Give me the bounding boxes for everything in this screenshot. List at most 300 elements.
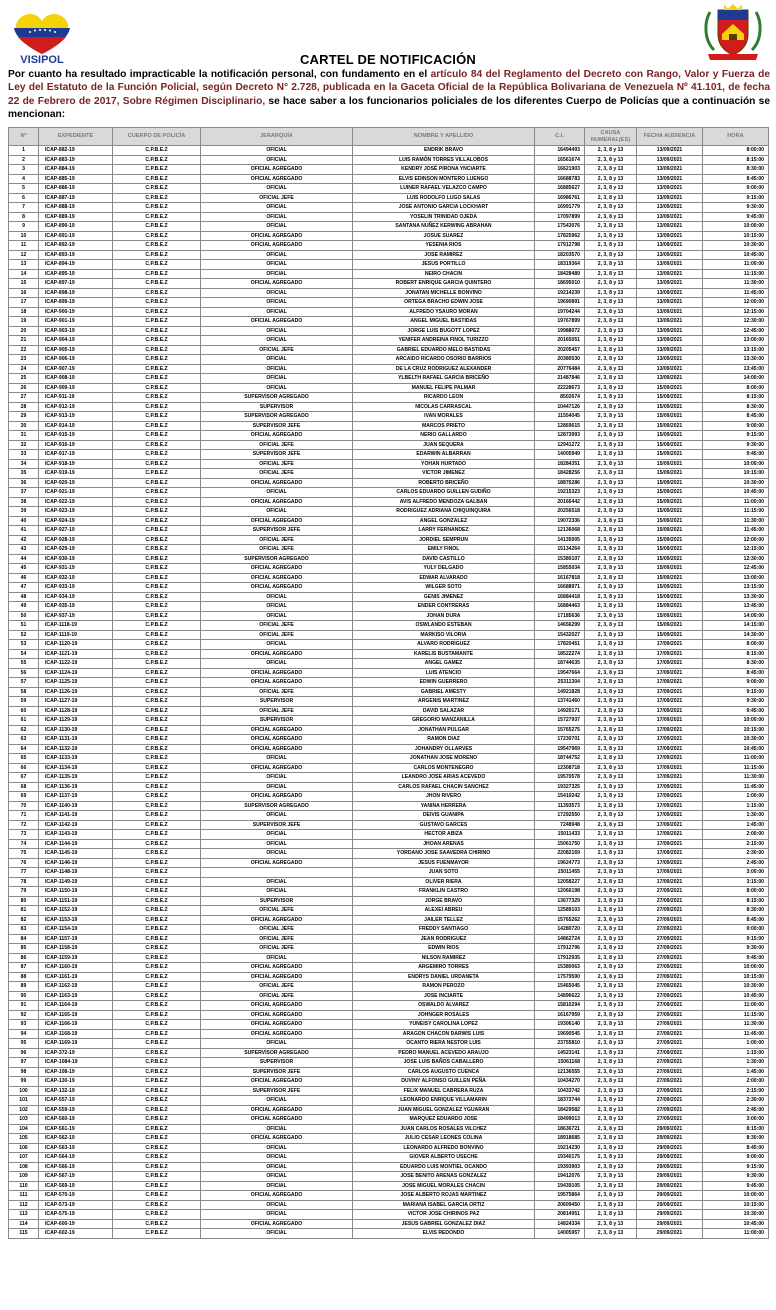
cell-ci: 16884418 (535, 592, 585, 602)
cell-jerarquia: OFICIAL JEFE (201, 982, 353, 992)
notification-table (8, 127, 769, 1239)
table-row (9, 877, 769, 887)
table-row (9, 1096, 769, 1106)
cell-ci: 16688971 (535, 583, 585, 593)
cell-number: 18 (9, 307, 39, 317)
cell-number: 49 (9, 602, 39, 612)
cell-expediente: ICAP-895-19 (39, 269, 113, 279)
cell-number: 113 (9, 1210, 39, 1220)
cell-expediente: ICAP-569-19 (39, 1181, 113, 1191)
table-row (9, 1162, 769, 1172)
cell-number: 104 (9, 1124, 39, 1134)
cell-ci: 20776484 (535, 364, 585, 374)
cell-nombre: OCANTO RIERA NESTOR LUIS (353, 1039, 535, 1049)
cell-ci: 15061750 (535, 839, 585, 849)
cell-hora: 10:30:00 (703, 241, 769, 251)
cell-ci: 16167959 (535, 1010, 585, 1020)
cell-cuerpo: C.P.B.E.Z (113, 611, 201, 621)
cell-jerarquia: OFICIAL AGREGADO (201, 735, 353, 745)
cell-jerarquia: OFICIAL AGREGADO (201, 478, 353, 488)
cell-jerarquia: OFICIAL JEFE (201, 459, 353, 469)
cell-jerarquia: SUPERVISOR JEFE (201, 450, 353, 460)
cell-nombre: LARRY FERNANDEZ (353, 526, 535, 536)
table-row (9, 1058, 769, 1068)
cell-jerarquia: OFICIAL JEFE (201, 345, 353, 355)
cell-cuerpo: C.P.B.E.Z (113, 402, 201, 412)
cell-causa: 2, 3, 8 y 13 (585, 288, 637, 298)
cell-jerarquia: OFICIAL AGREGADO (201, 1020, 353, 1030)
cell-hora: 9:15:00 (703, 934, 769, 944)
cell-jerarquia: OFICIAL (201, 355, 353, 365)
cell-cuerpo: C.P.B.E.Z (113, 526, 201, 536)
table-row (9, 535, 769, 545)
cell-causa: 2, 3, 8 y 13 (585, 1229, 637, 1239)
cell-hora: 10:00:00 (703, 459, 769, 469)
cell-number: 51 (9, 621, 39, 631)
table-row (9, 526, 769, 536)
table-row (9, 735, 769, 745)
cell-cuerpo: C.P.B.E.Z (113, 925, 201, 935)
cell-jerarquia: OFICIAL AGREGADO (201, 1001, 353, 1011)
cell-jerarquia: OFICIAL JEFE (201, 621, 353, 631)
cell-hora: 9:45:00 (703, 706, 769, 716)
cell-jerarquia: OFICIAL (201, 773, 353, 783)
cell-number: 101 (9, 1096, 39, 1106)
cell-fecha: 13/09/2021 (637, 279, 703, 289)
cell-fecha: 13/09/2021 (637, 288, 703, 298)
cell-number: 106 (9, 1143, 39, 1153)
cell-fecha: 27/09/2021 (637, 1020, 703, 1030)
cell-nombre: ARGENIS MARTINEZ (353, 697, 535, 707)
cell-number: 83 (9, 925, 39, 935)
cell-causa: 2, 3, 8 y 13 (585, 431, 637, 441)
cell-fecha: 17/09/2021 (637, 820, 703, 830)
cell-causa: 2, 3, 8 y 13 (585, 222, 637, 232)
cell-hora: 14:00:00 (703, 611, 769, 621)
cell-number: 60 (9, 706, 39, 716)
cell-cuerpo: C.P.B.E.Z (113, 801, 201, 811)
cell-ci: 20165051 (535, 336, 585, 346)
cell-fecha: 13/09/2021 (637, 364, 703, 374)
cell-ci: 13741460 (535, 697, 585, 707)
cell-nombre: ORTEGA BRACHO EDWIN JOSE (353, 298, 535, 308)
cell-ci: 14523141 (535, 1048, 585, 1058)
cell-number: 63 (9, 735, 39, 745)
table-row (9, 602, 769, 612)
table-row (9, 545, 769, 555)
table-row (9, 573, 769, 583)
cell-ci: 15765275 (535, 725, 585, 735)
cell-ci: 18876286 (535, 478, 585, 488)
cell-causa: 2, 3, 8 y 13 (585, 336, 637, 346)
cell-hora: 10:15:00 (703, 972, 769, 982)
cell-hora: 10:30:00 (703, 982, 769, 992)
cell-number: 61 (9, 716, 39, 726)
cell-ci: 22082169 (535, 849, 585, 859)
cell-nombre: MARCOS PRIETO (353, 421, 535, 431)
cell-fecha: 27/09/2021 (637, 896, 703, 906)
cell-ci: 19704244 (535, 307, 585, 317)
cell-ci: 10447126 (535, 402, 585, 412)
table-row (9, 678, 769, 688)
cell-fecha: 29/09/2021 (637, 1229, 703, 1239)
cell-nombre: MANUEL FELIPE PALMAR (353, 383, 535, 393)
cell-causa: 2, 3, 8 y 13 (585, 687, 637, 697)
cell-expediente: ICAP-1122-19 (39, 659, 113, 669)
cell-number: 16 (9, 288, 39, 298)
cell-nombre: JESUS PORTILLO (353, 260, 535, 270)
cell-jerarquia: OFICIAL JEFE (201, 469, 353, 479)
column-header-causa: CAUSA NUMERAL(ES) (585, 128, 637, 146)
cell-expediente: ICAP-1131-19 (39, 735, 113, 745)
cell-hora: 11:30:00 (703, 773, 769, 783)
table-row (9, 212, 769, 222)
cell-hora: 11:45:00 (703, 288, 769, 298)
table-row (9, 820, 769, 830)
cell-hora: 12:15:00 (703, 545, 769, 555)
cell-hora: 3:15:00 (703, 877, 769, 887)
cell-hora: 9:00:00 (703, 678, 769, 688)
cell-causa: 2, 3, 8 y 13 (585, 326, 637, 336)
cell-ci: 12869615 (535, 421, 585, 431)
cell-ci: 18319364 (535, 260, 585, 270)
cell-cuerpo: C.P.B.E.Z (113, 231, 201, 241)
cell-causa: 2, 3, 8 y 13 (585, 706, 637, 716)
cell-number: 36 (9, 478, 39, 488)
cell-number: 26 (9, 383, 39, 393)
cell-ci: 14824334 (535, 1219, 585, 1229)
cell-ci: 7248948 (535, 820, 585, 830)
cell-causa: 2, 3, 8 y 13 (585, 450, 637, 460)
cell-hora: 9:45:00 (703, 953, 769, 963)
column-header-fecha: FECHA AUDIENCIA (637, 128, 703, 146)
cell-fecha: 17/09/2021 (637, 763, 703, 773)
cell-fecha: 13/09/2021 (637, 374, 703, 384)
cell-ci: 19393903 (535, 1162, 585, 1172)
cell-jerarquia: SUPERVISOR JEFE (201, 421, 353, 431)
cell-hora: 1:00:00 (703, 792, 769, 802)
cell-nombre: AVIS ALFREDO MENDOZA GALBAN (353, 497, 535, 507)
cell-expediente: ICAP-1143-19 (39, 830, 113, 840)
table-row (9, 782, 769, 792)
cell-number: 47 (9, 583, 39, 593)
cell-causa: 2, 3, 8 y 13 (585, 754, 637, 764)
table-row (9, 592, 769, 602)
cell-nombre: LEONARDO ENRIQUE VILLAMARIN (353, 1096, 535, 1106)
cell-ci: 20609450 (535, 1200, 585, 1210)
cell-cuerpo: C.P.B.E.Z (113, 241, 201, 251)
cell-cuerpo: C.P.B.E.Z (113, 763, 201, 773)
cell-cuerpo: C.P.B.E.Z (113, 792, 201, 802)
cell-hora: 2:00:00 (703, 830, 769, 840)
cell-ci: 19767899 (535, 317, 585, 327)
cell-number: 103 (9, 1115, 39, 1125)
cell-cuerpo: C.P.B.E.Z (113, 1086, 201, 1096)
cell-cuerpo: C.P.B.E.Z (113, 820, 201, 830)
cell-jerarquia: OFICIAL AGREGADO (201, 725, 353, 735)
cell-number: 109 (9, 1172, 39, 1182)
cell-jerarquia: OFICIAL (201, 488, 353, 498)
cell-jerarquia: OFICIAL AGREGADO (201, 963, 353, 973)
cell-expediente: ICAP-1144-19 (39, 839, 113, 849)
cell-expediente: ICAP-132-19 (39, 1086, 113, 1096)
cell-number: 7 (9, 203, 39, 213)
cell-fecha: 15/09/2021 (637, 630, 703, 640)
cell-nombre: LUIS ATENCIO (353, 668, 535, 678)
cell-fecha: 15/09/2021 (637, 526, 703, 536)
cell-causa: 2, 3, 8 y 13 (585, 668, 637, 678)
table-row (9, 336, 769, 346)
cell-fecha: 15/09/2021 (637, 573, 703, 583)
cell-nombre: MARKISO VILORIA (353, 630, 535, 640)
cell-hora: 11:30:00 (703, 1020, 769, 1030)
cell-hora: 11:00:00 (703, 260, 769, 270)
cell-fecha: 15/09/2021 (637, 592, 703, 602)
cell-fecha: 15/09/2021 (637, 450, 703, 460)
cell-cuerpo: C.P.B.E.Z (113, 868, 201, 878)
cell-number: 111 (9, 1191, 39, 1201)
cell-expediente: ICAP-884-19 (39, 165, 113, 175)
cell-expediente: ICAP-904-19 (39, 336, 113, 346)
cell-jerarquia: OFICIAL (201, 830, 353, 840)
table-row (9, 963, 769, 973)
cell-number: 89 (9, 982, 39, 992)
cell-ci: 14920171 (535, 706, 585, 716)
cell-cuerpo: C.P.B.E.Z (113, 982, 201, 992)
cell-cuerpo: C.P.B.E.Z (113, 535, 201, 545)
cell-fecha: 15/09/2021 (637, 545, 703, 555)
cell-expediente: ICAP-1121-19 (39, 649, 113, 659)
cell-number: 92 (9, 1010, 39, 1020)
cell-expediente: ICAP-1133-19 (39, 754, 113, 764)
cell-nombre: ARGEMIRO TORRES (353, 963, 535, 973)
cell-causa: 2, 3, 8 y 13 (585, 887, 637, 897)
cell-expediente: ICAP-919-19 (39, 469, 113, 479)
cell-fecha: 13/09/2021 (637, 174, 703, 184)
table-row (9, 706, 769, 716)
cell-hora: 8:30:00 (703, 1134, 769, 1144)
table-row (9, 868, 769, 878)
cell-fecha: 17/09/2021 (637, 659, 703, 669)
cell-expediente: ICAP-909-19 (39, 383, 113, 393)
cell-cuerpo: C.P.B.E.Z (113, 782, 201, 792)
cell-ci: 18428256 (535, 469, 585, 479)
cell-hora: 8:45:00 (703, 668, 769, 678)
cell-nombre: JOSE LUIS BAÑOS CABALLERO (353, 1058, 535, 1068)
cell-ci: 18373744 (535, 1096, 585, 1106)
cell-ci: 20814951 (535, 1210, 585, 1220)
table-row (9, 345, 769, 355)
cell-number: 54 (9, 649, 39, 659)
cell-fecha: 17/09/2021 (637, 649, 703, 659)
cell-fecha: 17/09/2021 (637, 668, 703, 678)
cell-causa: 2, 3, 8 y 13 (585, 811, 637, 821)
cell-hora: 2:30:00 (703, 1096, 769, 1106)
cell-expediente: ICAP-559-19 (39, 1105, 113, 1115)
cell-fecha: 17/09/2021 (637, 782, 703, 792)
cell-fecha: 13/09/2021 (637, 307, 703, 317)
cell-number: 9 (9, 222, 39, 232)
cell-hora: 1:30:00 (703, 1058, 769, 1068)
cell-jerarquia: OFICIAL (201, 374, 353, 384)
cell-causa: 2, 3, 8 y 13 (585, 298, 637, 308)
table-row (9, 165, 769, 175)
cell-fecha: 27/09/2021 (637, 1010, 703, 1020)
cell-causa: 2, 3, 8 y 13 (585, 307, 637, 317)
cell-fecha: 17/09/2021 (637, 640, 703, 650)
cell-causa: 2, 3, 8 y 13 (585, 1172, 637, 1182)
cell-expediente: ICAP-1130-19 (39, 725, 113, 735)
cell-nombre: HECTOR ABIZA (353, 830, 535, 840)
cell-hora: 9:15:00 (703, 431, 769, 441)
cell-nombre: GABRIEL EDUARDO MELO BASTIDAS (353, 345, 535, 355)
cell-cuerpo: C.P.B.E.Z (113, 830, 201, 840)
column-header-nombre: NOMBRE Y APELLIDO (353, 128, 535, 146)
cell-nombre: JAILER TELLEZ (353, 915, 535, 925)
cell-fecha: 27/09/2021 (637, 1105, 703, 1115)
cell-hora: 13:45:00 (703, 602, 769, 612)
cell-jerarquia: OFICIAL (201, 155, 353, 165)
cell-causa: 2, 3, 8 y 13 (585, 440, 637, 450)
cell-expediente: ICAP-1120-19 (39, 640, 113, 650)
cell-causa: 2, 3, 8 y 13 (585, 925, 637, 935)
cell-cuerpo: C.P.B.E.Z (113, 991, 201, 1001)
cell-jerarquia: OFICIAL (201, 811, 353, 821)
cell-expediente: ICAP-108-19 (39, 1067, 113, 1077)
cell-cuerpo: C.P.B.E.Z (113, 668, 201, 678)
cell-fecha: 13/09/2021 (637, 336, 703, 346)
cell-hora: 10:00:00 (703, 1191, 769, 1201)
cell-hora: 8:45:00 (703, 174, 769, 184)
cell-causa: 2, 3, 8 y 13 (585, 1058, 637, 1068)
cell-expediente: ICAP-557-19 (39, 1096, 113, 1106)
cell-causa: 2, 3, 8 y 13 (585, 792, 637, 802)
cell-fecha: 27/09/2021 (637, 934, 703, 944)
cell-ci: 17579590 (535, 972, 585, 982)
cell-cuerpo: C.P.B.E.Z (113, 1020, 201, 1030)
cell-expediente: ICAP-901-19 (39, 317, 113, 327)
cell-nombre: ROBERT ENRIQUE GARCIA QUINTERO (353, 279, 535, 289)
cell-hora: 2:30:00 (703, 849, 769, 859)
cell-causa: 2, 3, 8 y 13 (585, 716, 637, 726)
cell-hora: 8:45:00 (703, 915, 769, 925)
cell-causa: 2, 3, 8 y 13 (585, 573, 637, 583)
cell-fecha: 15/09/2021 (637, 611, 703, 621)
cell-cuerpo: C.P.B.E.Z (113, 972, 201, 982)
table-row (9, 1210, 769, 1220)
cell-jerarquia: OFICIAL (201, 1210, 353, 1220)
cell-causa: 2, 3, 8 y 13 (585, 678, 637, 688)
cell-causa: 2, 3, 8 y 13 (585, 317, 637, 327)
cell-jerarquia: OFICIAL AGREGADO (201, 431, 353, 441)
cell-number: 108 (9, 1162, 39, 1172)
cell-cuerpo: C.P.B.E.Z (113, 592, 201, 602)
cell-fecha: 15/09/2021 (637, 421, 703, 431)
cell-nombre: IVAN MORALES (353, 412, 535, 422)
cell-number: 73 (9, 830, 39, 840)
cell-number: 112 (9, 1200, 39, 1210)
cell-number: 35 (9, 469, 39, 479)
cell-cuerpo: C.P.B.E.Z (113, 1200, 201, 1210)
cell-number: 4 (9, 174, 39, 184)
cell-fecha: 27/09/2021 (637, 982, 703, 992)
cell-cuerpo: C.P.B.E.Z (113, 1162, 201, 1172)
cell-hora: 2:00:00 (703, 1077, 769, 1087)
cell-fecha: 29/09/2021 (637, 1191, 703, 1201)
cell-fecha: 17/09/2021 (637, 716, 703, 726)
cell-nombre: JUAN CARLOS ROSALES VILCHEZ (353, 1124, 535, 1134)
cell-hora: 13:00:00 (703, 336, 769, 346)
cell-number: 42 (9, 535, 39, 545)
cell-number: 94 (9, 1029, 39, 1039)
cell-number: 67 (9, 773, 39, 783)
cell-fecha: 15/09/2021 (637, 440, 703, 450)
cell-hora: 1:15:00 (703, 801, 769, 811)
cell-cuerpo: C.P.B.E.Z (113, 374, 201, 384)
cell-cuerpo: C.P.B.E.Z (113, 184, 201, 194)
table-row (9, 184, 769, 194)
cell-expediente: ICAP-905-19 (39, 345, 113, 355)
cell-hora: 10:45:00 (703, 250, 769, 260)
cell-fecha: 17/09/2021 (637, 725, 703, 735)
cell-expediente: ICAP-1149-19 (39, 877, 113, 887)
cell-number: 86 (9, 953, 39, 963)
cell-nombre: ANGEL GONZALEZ (353, 516, 535, 526)
table-row (9, 659, 769, 669)
cell-jerarquia: OFICIAL AGREGADO (201, 649, 353, 659)
cell-cuerpo: C.P.B.E.Z (113, 564, 201, 574)
cell-jerarquia: SUPERVISOR (201, 697, 353, 707)
cell-ci: 19690545 (535, 1029, 585, 1039)
cell-expediente: ICAP-912-19 (39, 402, 113, 412)
cell-ci: 14921828 (535, 687, 585, 697)
cell-jerarquia: OFICIAL (201, 1162, 353, 1172)
cell-number: 48 (9, 592, 39, 602)
cell-ci: 12589103 (535, 906, 585, 916)
cell-nombre: ROBERTO BRICEÑO (353, 478, 535, 488)
column-header-hora: HORA (703, 128, 769, 146)
cell-jerarquia: OFICIAL (201, 1096, 353, 1106)
cell-nombre: JOSUE SUAREZ (353, 231, 535, 241)
cell-number: 88 (9, 972, 39, 982)
cell-nombre: JOSE INCIARTE (353, 991, 535, 1001)
cell-fecha: 15/09/2021 (637, 478, 703, 488)
table-row (9, 1191, 769, 1201)
cell-nombre: LUIS RODOLFO LUGO SALAS (353, 193, 535, 203)
cell-number: 5 (9, 184, 39, 194)
cell-jerarquia: OFICIAL AGREGADO (201, 241, 353, 251)
column-header-cuerpo: CUERPO DE POLICÍA (113, 128, 201, 146)
cell-cuerpo: C.P.B.E.Z (113, 317, 201, 327)
cell-nombre: ENDRYS DANIEL URDANETA (353, 972, 535, 982)
cell-causa: 2, 3, 8 y 13 (585, 1134, 637, 1144)
cell-nombre: YENIFER ANDREINA FINOL TURIZZO (353, 336, 535, 346)
cell-nombre: JOSE RAMIREZ (353, 250, 535, 260)
cell-number: 91 (9, 1001, 39, 1011)
cell-ci: 10433742 (535, 1086, 585, 1096)
cell-causa: 2, 3, 8 y 13 (585, 1020, 637, 1030)
cell-ci: 19570578 (535, 773, 585, 783)
table-row (9, 1086, 769, 1096)
visipol-logo-text: VISIPOL (20, 54, 64, 64)
cell-cuerpo: C.P.B.E.Z (113, 412, 201, 422)
cell-ci: 15380107 (535, 554, 585, 564)
cell-nombre: JONATAN MICHELLE BONVINO (353, 288, 535, 298)
cell-hora: 8:15:00 (703, 393, 769, 403)
cell-hora: 12:00:00 (703, 298, 769, 308)
cell-nombre: EDUARDO LUIS MONTIEL OCANDO (353, 1162, 535, 1172)
cell-cuerpo: C.P.B.E.Z (113, 896, 201, 906)
